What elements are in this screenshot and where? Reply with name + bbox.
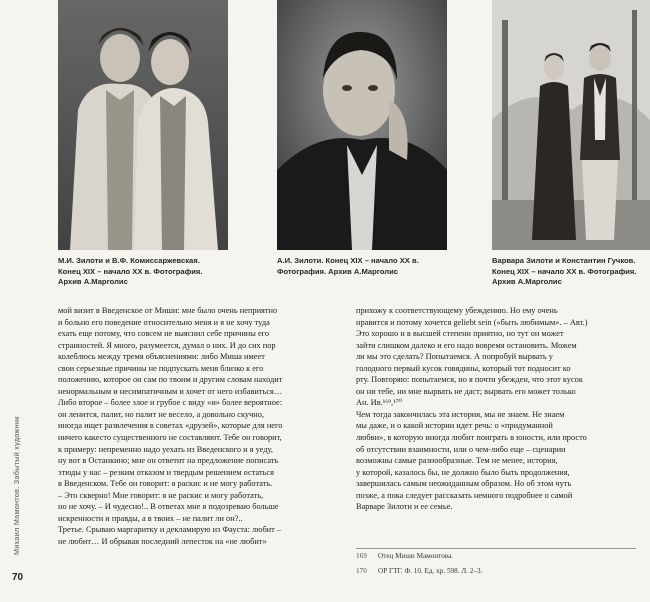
text-line: в Введенском. Тебе он говорит: я раскис и не могу работать. <box>58 479 273 489</box>
text-line: Третье. Срываю маргаритку и декламирую из Фауста: любит – <box>58 525 282 535</box>
text-line: странностей. Я много, разумеется, думал о них. И до сих пор <box>58 340 276 350</box>
running-title: Михаил Мамонтов. Забытый художник <box>12 416 21 555</box>
text-line: об отсутствии взаимности, или о чем-либо еще – сценарии <box>356 444 566 454</box>
text-line: любви», в которую иногда любит поиграть в юности, или просто <box>356 433 587 443</box>
text-line: но не хочу. – И чудесно!.. В ответах мне я подозреваю больше <box>58 502 279 512</box>
caption-line: Конец XIX – начало XX в. Фотография. <box>492 266 637 276</box>
text-column-left <box>58 305 348 547</box>
text-line: возможны самые разнообразные. Тем не менее, история, <box>356 456 558 466</box>
text-line: искренности и правды, а в твоих – не палит ли он?.. <box>58 513 243 523</box>
text-line: нравится и потому хочется geliebt sein («быть любимым». – Авт.) <box>356 317 588 327</box>
footnote-number: 170 <box>356 567 367 575</box>
caption-line: Варвара Зилоти и Константин Гучков. <box>492 256 636 265</box>
text-line: позже, а пока следует рассказать немного подробнее о самой <box>356 490 573 500</box>
text-line: завершилась самым неожиданным образом. Но об этом чуть <box>356 479 572 489</box>
caption-line: Конец XIX – начало XX в. Фотография. <box>58 266 203 276</box>
text-line: мой визит в Введенское от Миши: мне было очень неприятно <box>58 306 278 315</box>
text-line: ненормальным и несимпатичным и хочет от него избавиться… <box>58 386 283 396</box>
text-line: Это хорошо и в высшей степени приятно, но тут он может <box>356 329 564 339</box>
text-line: прихожу к соответствующему убеждению. Но ему очень <box>356 306 558 315</box>
footnote-text: ОР ГТГ. Ф. 10. Ед. хр. 598. Л. 2–3. <box>378 567 483 575</box>
text-line: положению, которое он сам по твоим и другим словам находит <box>58 375 283 385</box>
text-line: Либо второе – более злое и грубое с виду «и» более вероятное: <box>58 398 283 408</box>
photo-portrait-man <box>277 0 447 250</box>
text-line: зайти слишком далеко и его надо вовремя остановить. Можем <box>356 340 577 350</box>
text-line: ну вот в Останкино; мне он ответит на предложение пописать <box>58 456 279 466</box>
text-line: Варваре Зилоти и ее семье. <box>356 502 453 512</box>
text-line: не любит… И обрывая последний лепесток на «не любит» <box>58 536 267 546</box>
text-line: колеблюсь между тремя объяснениями: либо Миша имеет <box>58 352 265 362</box>
text-line: – Это скверно! Мне говорит: я не раскис и могу работать, <box>58 490 264 500</box>
text-line: этюды у нас – резким отказом и твердым решением остаться <box>58 467 274 477</box>
photo-caption <box>277 256 467 277</box>
text-line: Чем тогда закончилась эта история, мы не знаем. Не знаем <box>356 409 565 419</box>
caption-line: М.И. Зилоти и В.Ф. Комиссаржевская. <box>58 256 200 265</box>
photo-couple-garden <box>492 0 650 250</box>
text-line: и больно его поведение относительно меня и я не хочу туда <box>58 317 270 327</box>
caption-line: Архив А.Марголис <box>58 277 128 286</box>
text-line: рту. Повторяю: попытаемся, но я почти убежден, что этот кусок <box>356 375 583 385</box>
photo-two-women <box>58 0 228 250</box>
text-line: к примеру: непременно надо уехать из Введенского и я уеду, <box>58 444 273 454</box>
text-line: у которой, казалось бы, не должно было быть продолжения, <box>356 467 570 477</box>
footnote <box>356 566 482 576</box>
caption-line: А.И. Зилоти. Конец XIX – начало XX в. <box>277 256 419 265</box>
text-column-right <box>356 305 646 513</box>
footnote-number: 169 <box>356 552 367 560</box>
caption-line: Архив А.Марголис <box>492 277 562 286</box>
footnote-divider <box>356 548 636 549</box>
text-line: Ан. Ив.¹⁶⁹,¹⁷⁰ <box>356 398 402 408</box>
text-line: он ни тебе, ни мне вырвать не даст; вырвать его может только <box>356 386 576 396</box>
page-number: 70 <box>12 572 24 583</box>
text-line: голодного первый кусок говядины, который тот подносит ко <box>356 363 571 373</box>
text-line: ничего какесто существенного не составляют. Тебе он говорит, <box>58 433 282 443</box>
footnote <box>356 551 453 561</box>
text-line: ехать еще потому, что совсем не выяснил себе причины его <box>58 329 270 339</box>
caption-line: Фотография. Архив А.Марголис <box>277 266 398 276</box>
photo-caption <box>58 256 233 288</box>
text-line: он ленится, палит, но палит не весело, а довольно скучно, <box>58 409 265 419</box>
photo-caption <box>492 256 650 288</box>
text-line: мы даже, и о какой истории идет речь: о «придуманной <box>356 421 553 431</box>
footnote-text: Отец Миши Мамонтова. <box>378 552 454 560</box>
text-line: свои серьезные причины не подпускать меня близко к его <box>58 363 264 373</box>
text-line: иногда ищет развлечения в советах «друзей», которые для него <box>58 421 283 431</box>
text-line: ли мы это сделать? Попытаемся. А попробуй вырвать у <box>356 352 553 362</box>
